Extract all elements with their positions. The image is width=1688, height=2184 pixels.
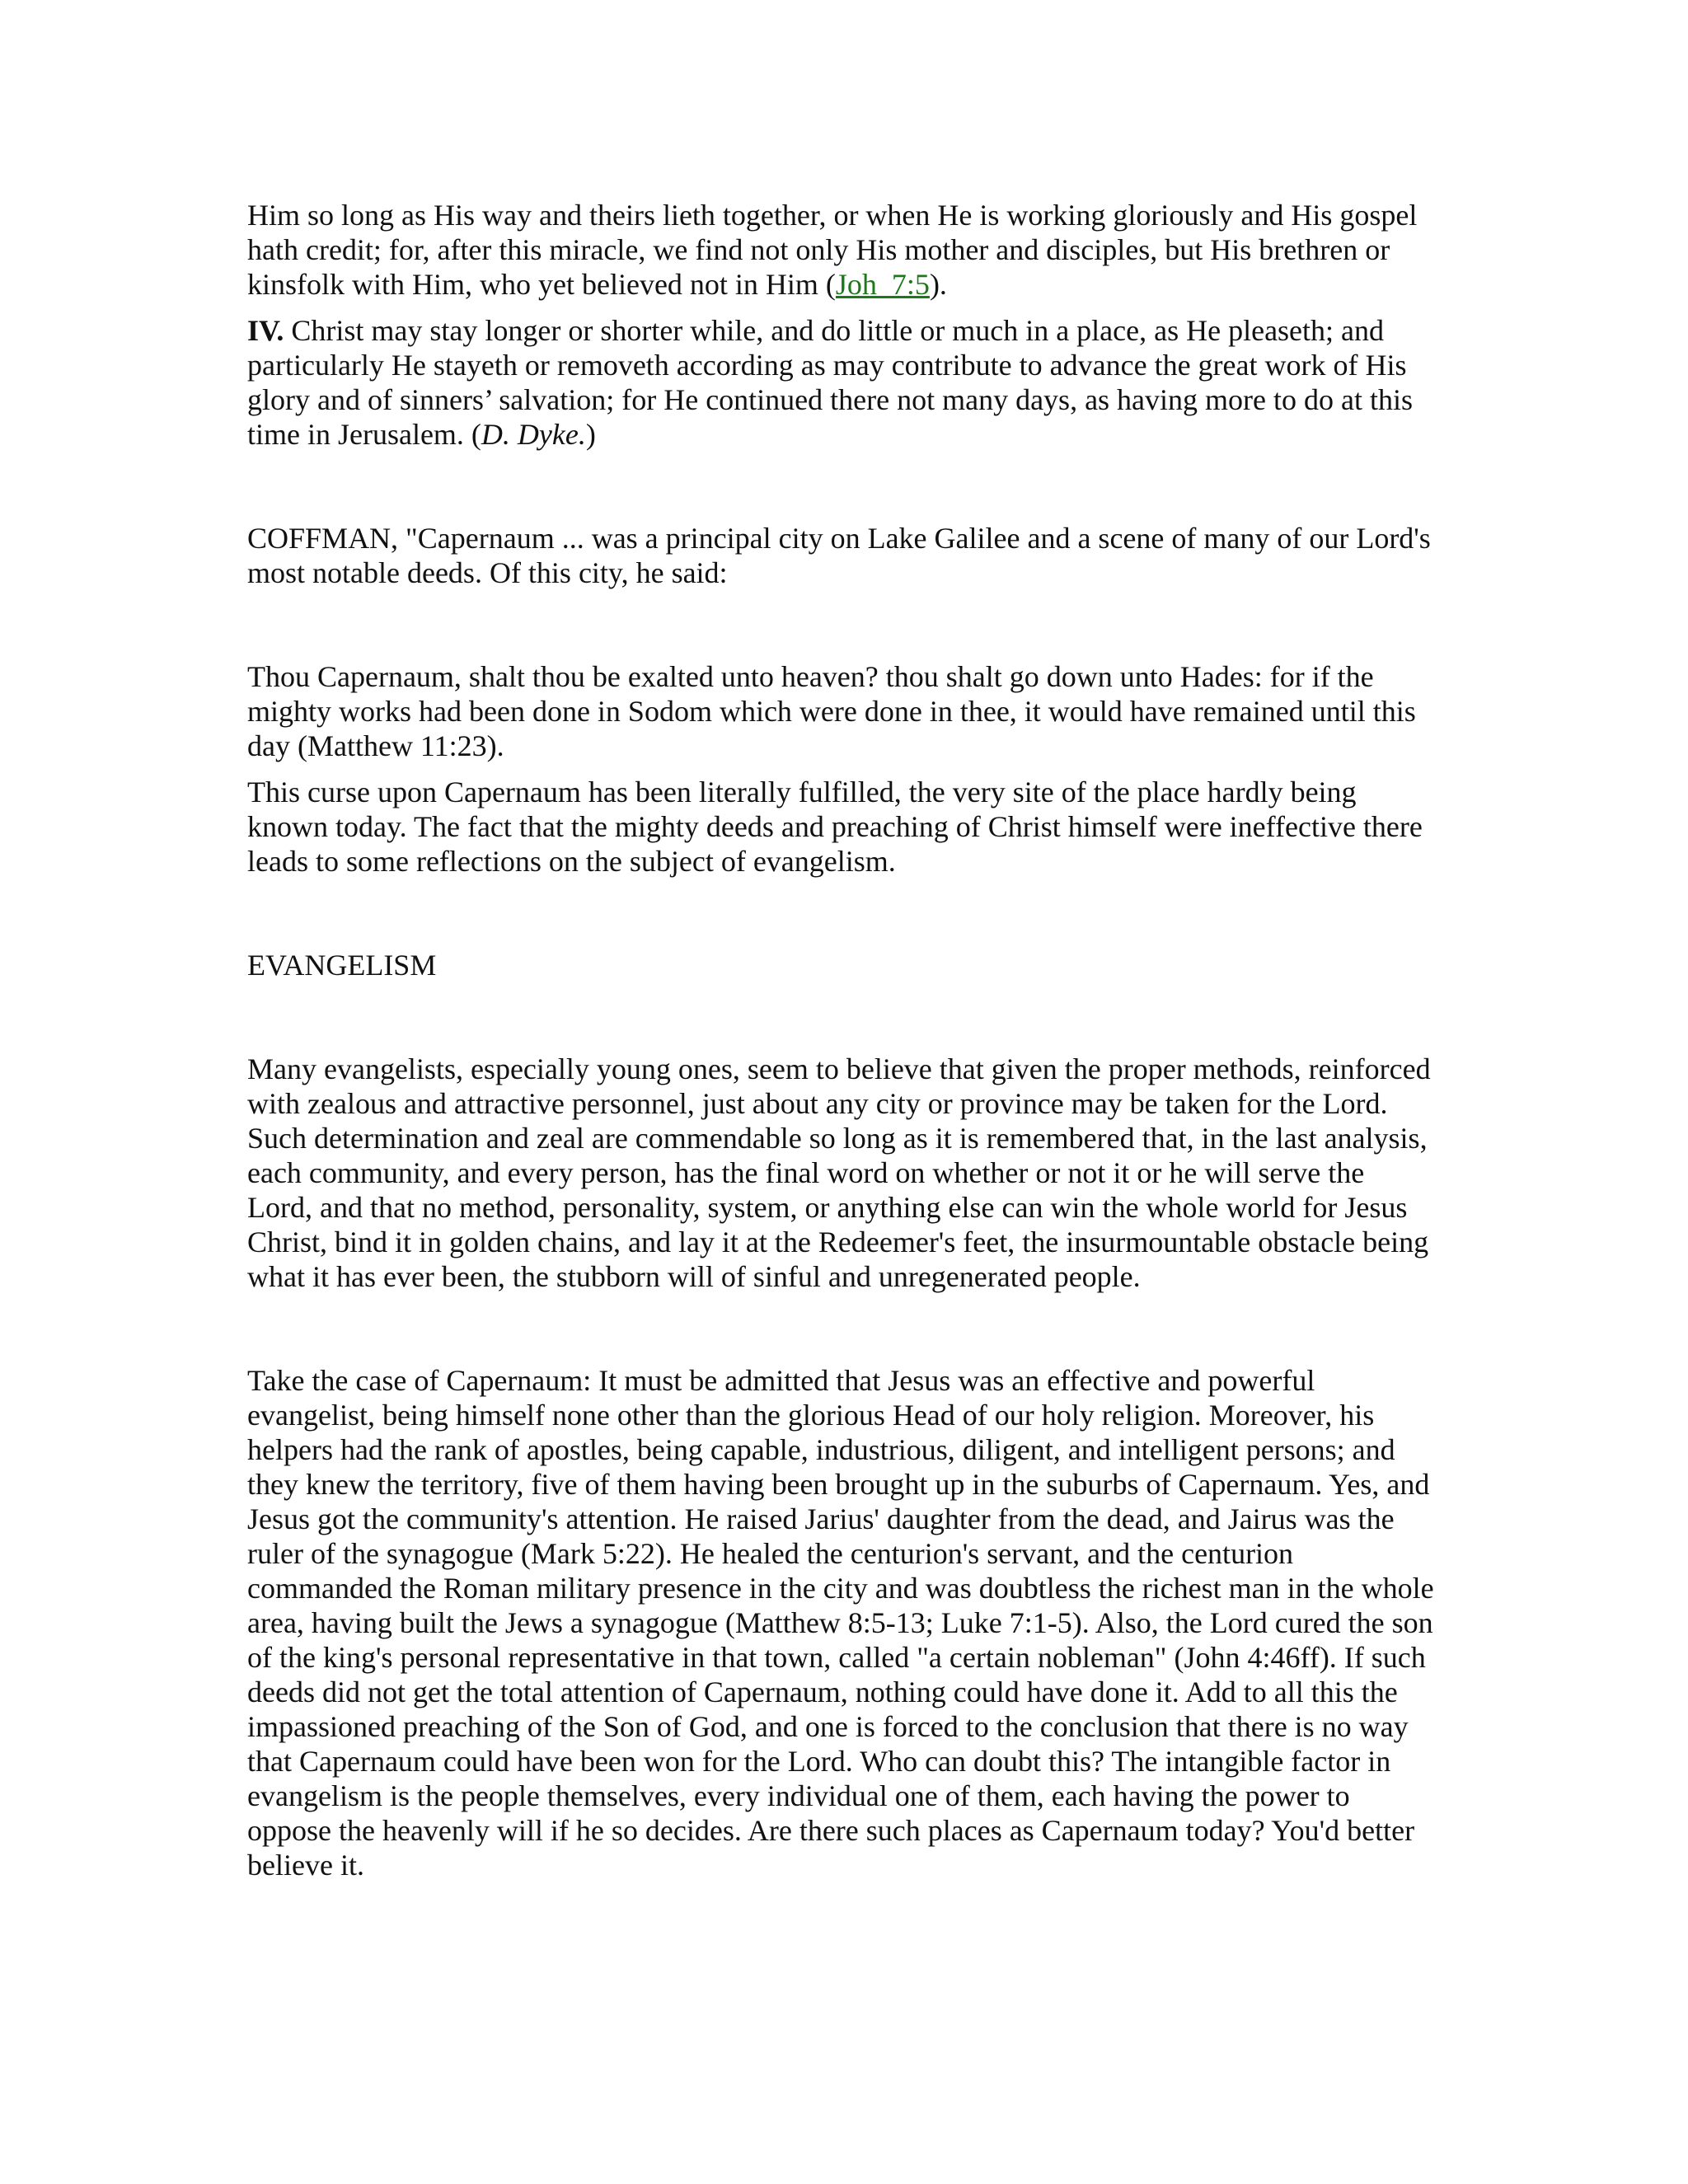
paragraph-text-end: ).	[929, 268, 947, 301]
scripture-link-john-7-5[interactable]: Joh_7:5	[835, 268, 930, 301]
roman-numeral: IV.	[247, 314, 284, 347]
paragraph-text: Christ may stay longer or shorter while, and do little or much in a place, as He pleaseth; and particularly He stayeth or removeth according as may contribute to advance the great work of His glory and of sinners’ salvation; for He continued there not many days, as having more to do at this time in Jerusalem. (	[247, 314, 1414, 451]
paragraph-scripture-quote: Thou Capernaum, shalt thou be exalted unto heaven? thou shalt go down unto Hades: for if the mighty works had been done in Sodom which were done in thee, it would have remained until this day (Matthew 11:23).	[247, 660, 1416, 762]
author-citation: D. Dyke.	[481, 418, 586, 451]
paragraph-text: Him so long as His way and theirs lieth together, or when He is working gloriously and His gospel hath credit; for, after this miracle, we find not only His mother and disciples, but His brethren or kinsfolk with Him, who yet believed not in Him (	[247, 199, 1418, 301]
document-page	[247, 198, 1434, 1882]
paragraph-case-of-capernaum: Take the case of Capernaum: It must be admitted that Jesus was an effective and powerful evangelist, being himself none other than the glorious Head of our holy religion. Moreover, his helpers had the rank of apostles, being capable, industrious, diligent, and intelligent persons; and they knew the territory, five of them having been brought up in the suburbs of Capernaum. Yes, and Jesus got the community's attention. He raised Jarius' daughter from the dead, and Jairus was the ruler of the synagogue (Mark 5:22). He healed the centurion's servant, and the centurion commanded the Roman military presence in the city and was doubtless the richest man in the whole area, having built the Jews a synagogue (Matthew 8:5-13; Luke 7:1-5). Also, the Lord cured the son of the king's personal representative in that town, called "a certain nobleman" (John 4:46ff). If such deeds did not get the total attention of Capernaum, nothing could have done it. Add to all this the impassioned preaching of the Son of God, and one is forced to the conclusion that there is no way that Capernaum could have been won for the Lord. Who can doubt this? The intangible factor in evangelism is the people themselves, every individual one of them, each having the power to oppose the heavenly will if he so decides. Are there such places as Capernaum today? You'd better believe it.	[247, 1364, 1434, 1882]
paragraph-coffman-intro: COFFMAN, "Capernaum ... was a principal city on Lake Galilee and a scene of many of our Lord's most notable deeds. Of this city, he said:	[247, 522, 1431, 589]
paragraph-point-iv	[247, 313, 1434, 452]
paragraph-continuation	[247, 198, 1434, 302]
paragraph-text-end: )	[585, 418, 596, 451]
paragraph-curse-fulfilled: This curse upon Capernaum has been literally fulfilled, the very site of the place hardly being known today. The fact that the mighty deeds and preaching of Christ himself were ineffective there leads to some reflections on the subject of evangelism.	[247, 776, 1423, 878]
section-heading-evangelism: EVANGELISM	[247, 949, 437, 982]
paragraph-evangelists: Many evangelists, especially young ones, seem to believe that given the proper methods, reinforced with zealous and attractive personnel, just about any city or province may be taken for the Lord. Such determination and zeal are commendable so long as it is remembered that, in the last analysis, each community, and every person, has the final word on whether or not it or he will serve the Lord, and that no method, personality, system, or anything else can win the whole world for Jesus Christ, bind it in golden chains, and lay it at the Redeemer's feet, the insurmountable obstacle being what it has ever been, the stubborn will of sinful and unregenerated people.	[247, 1052, 1431, 1293]
